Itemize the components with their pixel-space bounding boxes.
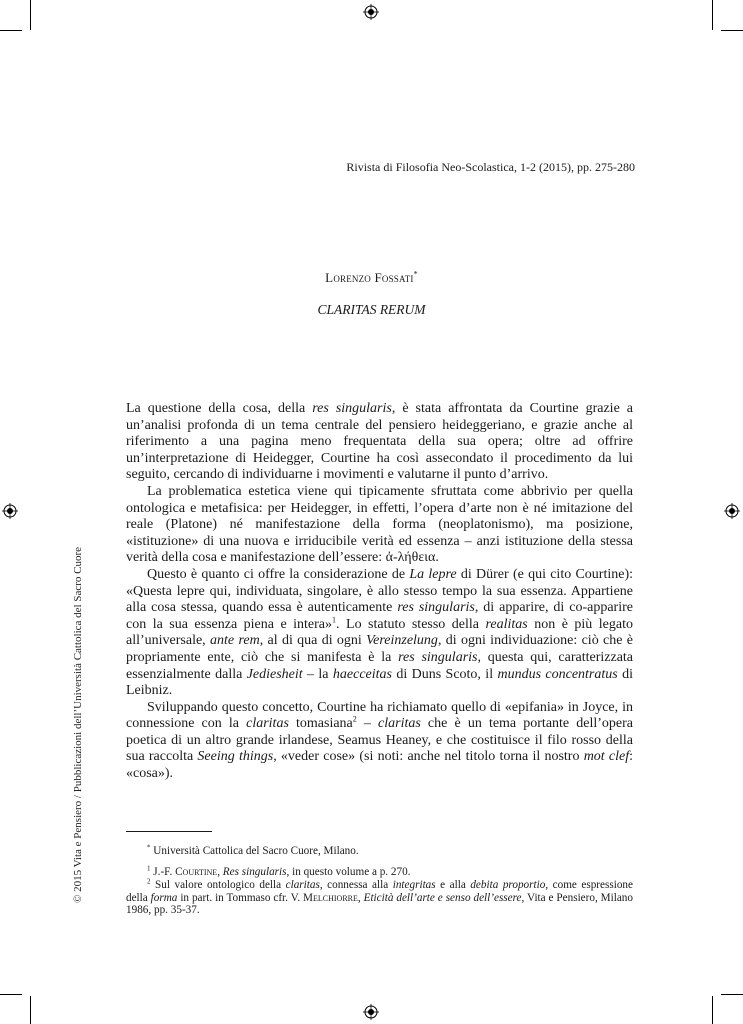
footnote-reference: 1 (332, 615, 337, 625)
italic-text: forma (150, 891, 178, 904)
footnote-mark: 1 (147, 864, 151, 873)
footnote-mark: * (147, 843, 151, 852)
italic-text: Eticità dell’arte e senso dell’essere (363, 891, 522, 904)
body-text (126, 401, 633, 783)
crop-mark (712, 0, 713, 30)
text-run: di Duns Scoto, il (391, 666, 498, 682)
author-last-name: Fossati (374, 270, 414, 285)
text-run: , (357, 891, 364, 904)
text-run: , Vita e Pensiero, Milano 1986, pp. 35-37. (126, 891, 633, 917)
crop-mark (721, 994, 743, 995)
registration-mark-icon (2, 503, 18, 519)
crop-mark (0, 30, 22, 31)
italic-text: claritas (285, 879, 320, 891)
text-run: – (356, 716, 379, 732)
text-run: in part. in Tommaso cfr. V. (177, 891, 304, 904)
footnote-text (126, 879, 633, 916)
italic-text: Seeing things (197, 749, 274, 765)
text-run: – la (302, 666, 333, 682)
registration-mark-icon (363, 1004, 379, 1020)
italic-text: integritas (392, 879, 436, 891)
text-run: La questione della cosa, della (126, 401, 313, 416)
italic-text: debita proportio (470, 879, 546, 891)
journal-citation: Rivista di Filosofia Neo-Scolastica, 1-2 (2015), pp. 275-280 (346, 160, 635, 174)
body-paragraph (126, 484, 633, 567)
text-run: La problematica estetica viene qui tipicamente sfruttata come abbrivio per quella ontologica e metafisica: per Heidegger, in effetti, l’opera d’arte non è né imitazione del reale (Platone) né manifestazione della forma (neoplatonismo), ma posizione, «istituzione» di una nuova e irriducibile verità ed essenza – anzi istituzione della stessa verità della cosa e manifestazione dell’essere: ἀ-λήθεια. (126, 483, 633, 566)
italic-text: claritas (378, 716, 421, 732)
text-run: , è stata affrontata da Courtine grazie a un’analisi profonda di un tema centrale del pensiero heideggeriano, e grazie anche al riferimento a una pagina meno frequentata della sua opera; oltre ad offrire un’interpretazione di Heidegger, Courtine ha così assecondato il procedimento da lui seguito, cercando di individuarne i movimenti e valutarne il punto d’arrivo. (126, 401, 633, 483)
text-run: , come espressione della (126, 879, 633, 904)
body-paragraph (126, 567, 633, 700)
text-run: , «veder cose» (si noti: anche nel titolo torna il nostro (273, 749, 584, 765)
text-run: , connessa alla (319, 879, 393, 891)
registration-mark-icon (363, 4, 379, 20)
italic-text: claritas (246, 716, 289, 732)
footnote-1 (126, 866, 633, 879)
body-paragraph (126, 700, 633, 783)
text-run: . Lo statuto stesso della (336, 616, 486, 632)
crop-mark (0, 994, 22, 995)
text-run: , al di qua di ogni (259, 633, 367, 649)
text-run: di Leibniz. (126, 666, 633, 699)
text-run: che è un tema portante dell’opera poetica di un altro grande irlandese, Seamus Heaney, e che costituisce il filo rosso della sua raccolta (126, 716, 634, 765)
article-title: CLARITAS RERUM (317, 302, 426, 317)
text-run: Sviluppando questo concetto, Courtine ha richiamato quello di «epifania» in Joyce, in connessione con la (126, 699, 633, 732)
text-run: Questo è quanto ci offre la considerazione de (147, 566, 410, 582)
text-run: e alla (435, 879, 471, 891)
footnote-author: Courtine (175, 866, 218, 878)
author-footnote-mark: * (413, 269, 418, 279)
text-run: Sul valore ontologico della (155, 879, 286, 891)
italic-text: haecceitas (332, 666, 392, 682)
body-paragraph (126, 401, 633, 484)
italic-text: ante rem (210, 633, 260, 649)
italic-text: La lepre (409, 566, 457, 582)
footnote-affiliation (126, 845, 633, 858)
italic-text: res singularis (312, 401, 392, 416)
text-run: di Dürer (e qui cito Courtine): «Questa lepre qui, individuata, singolare, è allo stesso tempo la sua essenza. Appartiene alla cosa stessa, quando essa è autenticamente (126, 566, 634, 616)
footnote-text: , in questo volume a p. 270. (286, 866, 411, 878)
registration-mark-icon (724, 503, 740, 519)
italic-text: realitas (485, 616, 528, 632)
footnote-separator (126, 831, 212, 832)
footnote-2 (126, 879, 633, 917)
italic-text: mot clef (583, 749, 630, 765)
crop-mark (30, 0, 31, 30)
author-name (0, 270, 743, 286)
crop-mark (30, 996, 31, 1024)
footnote-mark: 2 (147, 877, 151, 886)
footnote-text: Università Cattolica del Sacro Cuore, Milano. (153, 845, 359, 857)
text-run: tomasiana (288, 716, 353, 732)
italic-text: Jediesheit (246, 666, 303, 682)
footnote-text: J.-F. (153, 866, 176, 878)
footnote-title: Res singularis (222, 866, 287, 878)
text-run: : «cosa»). (126, 749, 634, 782)
text-run: , di ogni individuazione: ciò che è propriamente ente, ciò che si manifesta è la (126, 633, 633, 665)
italic-text: mundus concentratus (497, 666, 618, 682)
text-run: non è più legato all’universale, (126, 616, 633, 649)
crop-mark (721, 30, 743, 31)
italic-text: res singularis (398, 649, 478, 665)
italic-text: Vereinzelung (366, 633, 438, 649)
text-run: Melchiorre (303, 891, 358, 904)
author-first-name: Lorenzo (325, 270, 372, 285)
footnote-reference: 2 (352, 714, 357, 724)
footnote-text: , (217, 866, 223, 878)
text-run: , di apparire, di co-apparire con la sua essenza piena e intera» (126, 600, 633, 632)
italic-text: res singularis (397, 600, 475, 616)
copyright-notice: © 2015 Vita e Pensiero / Pubblicazioni dell’Università Cattolica del Sacro Cuore (72, 546, 84, 904)
text-run: , questa qui, caratterizzata essenzialmente dalla (126, 649, 634, 682)
crop-mark (712, 996, 713, 1024)
